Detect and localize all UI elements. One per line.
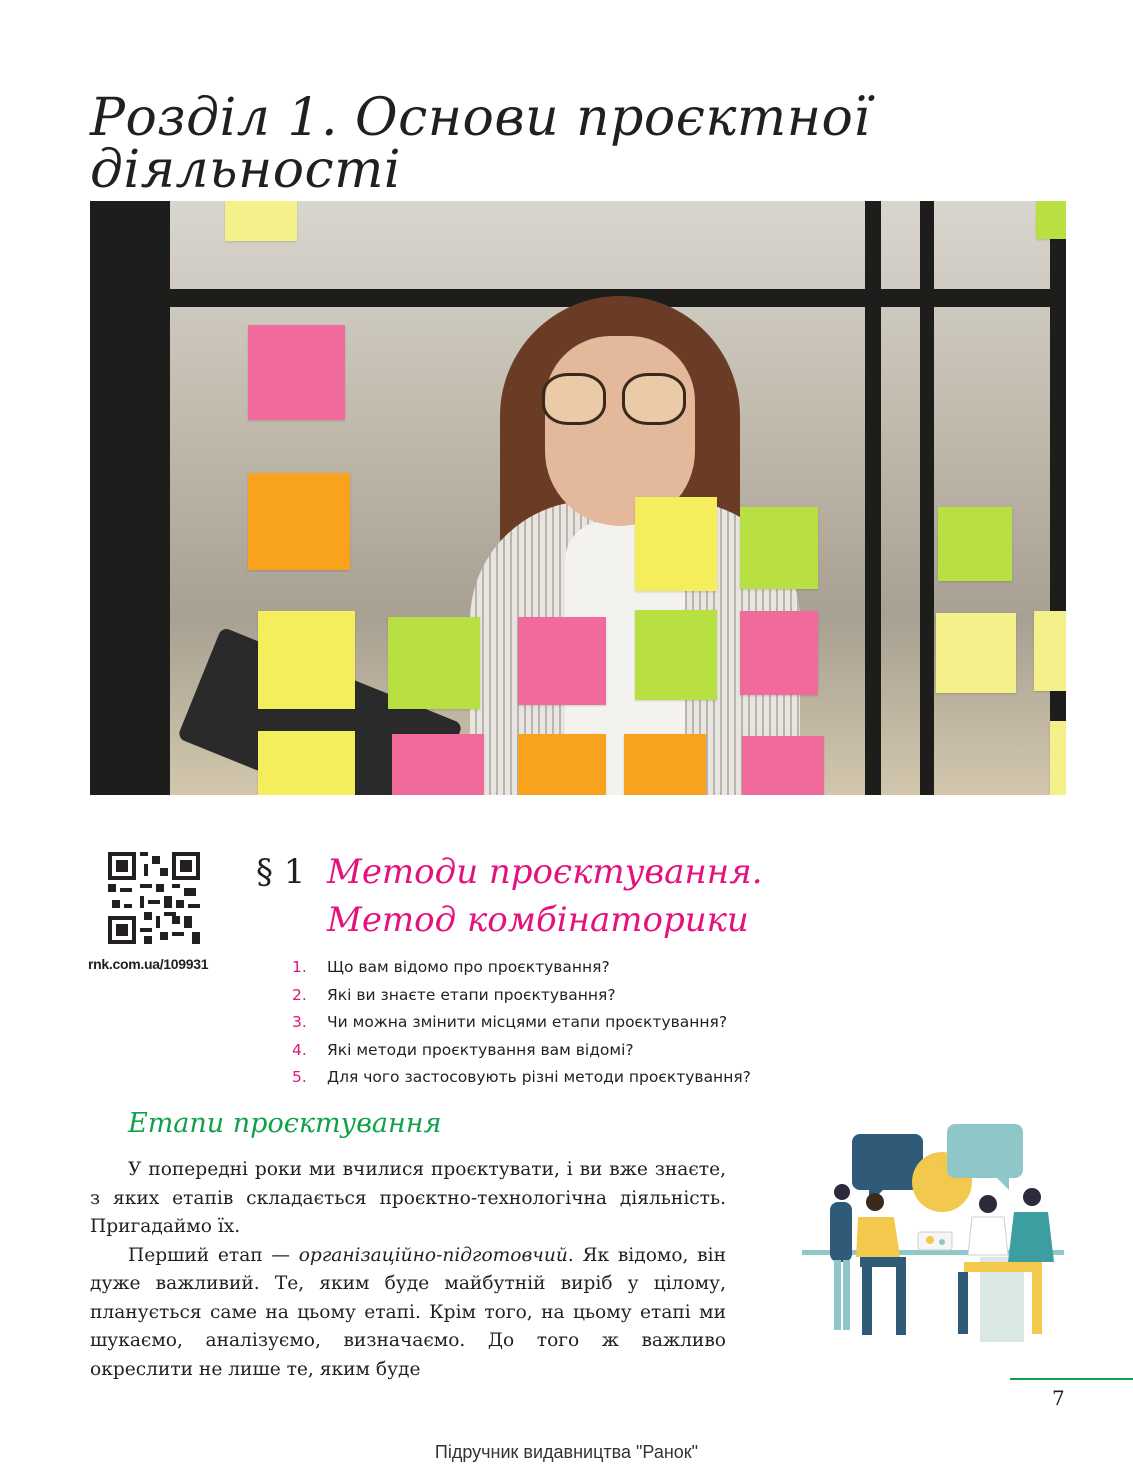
- sticky-note: [258, 611, 355, 709]
- question-number: 2.: [292, 985, 307, 1004]
- sticky-note: [624, 734, 706, 795]
- question-text: Які методи проєктування вам відомі?: [327, 1040, 634, 1059]
- question-number: 1.: [292, 958, 307, 976]
- sticky-note: [518, 617, 606, 705]
- sticky-note: [740, 611, 818, 695]
- question-number: 5.: [292, 1068, 307, 1086]
- sticky-note: [388, 617, 480, 709]
- question-number: 3.: [292, 1013, 307, 1031]
- glasses-right-lens: [622, 373, 686, 425]
- question-text: Для чого застосовують різні методи проєктування?: [327, 1068, 751, 1086]
- window-frame-right: [1050, 201, 1066, 795]
- question-text: Що вам відомо про проєктування?: [327, 958, 610, 976]
- question-item: [292, 1064, 751, 1092]
- paragraph-2-rest: . Як відомо, він дуже важливий. Те, яким буде майбутній виріб у цілому, планується саме на цьому етапі. Крім того, на цьому етапі ми шукаємо, аналізуємо, визначаємо. До того ж важливо окреслити не лише те, яким буде: [90, 1244, 726, 1380]
- paragraph-2: [90, 1242, 726, 1385]
- lesson-title-line1: Методи проєктування.: [327, 852, 763, 892]
- qr-link-caption[interactable]: rnk.com.ua/109931: [88, 956, 209, 972]
- sticky-note: [248, 473, 350, 570]
- teamwork-illustration: [800, 1122, 1070, 1344]
- question-item: [292, 1009, 751, 1037]
- question-text: Чи можна змінити місцями етапи проєктування?: [327, 1013, 728, 1031]
- sticky-note: [225, 201, 297, 241]
- question-item: [292, 954, 751, 982]
- question-item: [292, 1037, 751, 1065]
- qr-code: [108, 852, 200, 944]
- sticky-note: [392, 734, 484, 795]
- page-number-rule: [1010, 1378, 1133, 1380]
- lesson-number: § 1: [256, 852, 306, 892]
- paragraph-2-start: Перший етап —: [128, 1244, 299, 1266]
- question-number: 4.: [292, 1040, 307, 1059]
- chapter-title: Розділ 1. Основи проєктної діяльності: [90, 88, 871, 200]
- window-frame-v2: [920, 201, 934, 795]
- sticky-note: [740, 507, 818, 589]
- sticky-note: [1036, 201, 1066, 239]
- body-text: [90, 1156, 726, 1384]
- sticky-note: [248, 325, 345, 420]
- sticky-note: [258, 731, 355, 795]
- paragraph-2-emphasis: організаційно-підготовчий: [298, 1244, 568, 1266]
- sticky-note: [1034, 611, 1066, 691]
- question-item: [292, 982, 751, 1010]
- sticky-note: [635, 497, 717, 591]
- glasses-left-lens: [542, 373, 606, 425]
- lesson-title-line2: Метод комбінаторики: [327, 900, 749, 940]
- review-questions: [292, 954, 751, 1092]
- sticky-note: [742, 736, 824, 795]
- sticky-note: [938, 507, 1012, 581]
- sticky-note: [635, 610, 717, 700]
- window-frame-v1: [865, 201, 881, 795]
- section-title: Етапи проєктування: [128, 1108, 442, 1139]
- window-frame-bottom: [90, 201, 150, 795]
- page-number: 7: [1052, 1386, 1065, 1410]
- sticky-note: [936, 613, 1016, 693]
- sticky-note: [518, 734, 606, 795]
- hero-photo: [90, 201, 1066, 795]
- question-text: Які ви знаєте етапи проєктування?: [327, 985, 616, 1004]
- publisher-footer: Підручник видавництва "Ранок": [434, 1442, 699, 1462]
- paragraph-1: У попередні роки ми вчилися проєктувати, і ви вже знаєте, з яких етапів складається проєктно-технологічна діяльність. Пригадаймо їх.: [90, 1159, 726, 1237]
- lesson-title: [327, 848, 763, 944]
- sticky-note: [1050, 721, 1066, 795]
